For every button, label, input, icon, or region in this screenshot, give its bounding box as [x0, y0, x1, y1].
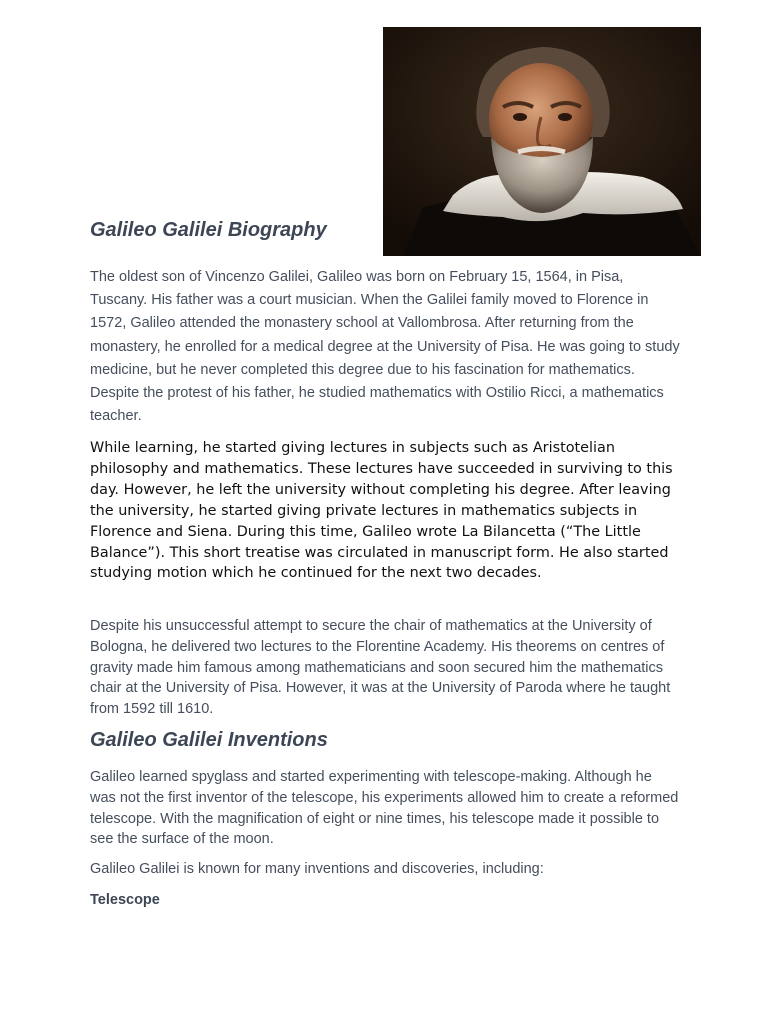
biography-heading: Galileo Galilei Biography	[90, 219, 327, 241]
portrait-image	[383, 27, 701, 256]
inventions-paragraph-2: Galileo Galilei is known for many inventions and discoveries, including:	[90, 861, 544, 877]
telescope-subheading: Telescope	[90, 892, 160, 908]
biography-paragraph-3: Despite his unsuccessful attempt to secure the chair of mathematics at the University of Bologna, he delivered two lectures to the Florentine Academy. His theorems on centres of gravity made him famous among mathematicians and soon secured him the mathematics chair at the University of Pisa. However, it was at the University of Paroda where he taught from 1592 till 1610.	[90, 618, 671, 718]
inventions-paragraph-1: Galileo learned spyglass and started experimenting with telescope-making. Although he was not the first inventor of the telescope, his experiments allowed him to create a reformed telescope. With the magnification of eight or nine times, his telescope made it possible to see the surface of the moon.	[90, 769, 679, 848]
biography-paragraph-1: The oldest son of Vincenzo Galilei, Galileo was born on February 15, 1564, in Pisa, Tuscany. His father was a court musician. When the Galilei family moved to Florence in 1572, Galileo attended the monastery school at Vallombrosa. After returning from the monastery, he enrolled for a medical degree at the University of Pisa. He was going to study medicine, but he never completed this degree due to his fascination for mathematics. Despite the protest of his father, he studied mathematics with Ostilio Ricci, a mathematics teacher.	[90, 269, 680, 425]
biography-paragraph-2: While learning, he started giving lectures in subjects such as Aristotelian philosophy and mathematics. These lectures have succeeded in surviving to this day. However, he left the university without completing his degree. After leaving the university, he started giving private lectures in mathematics subjects in Florence and Siena. During this time, Galileo wrote La Bilancetta (“The Little Balance”). This short treatise was circulated in manuscript form. He also started studying motion which he continued for the next two decades.	[90, 440, 673, 582]
inventions-heading: Galileo Galilei Inventions	[90, 729, 328, 751]
